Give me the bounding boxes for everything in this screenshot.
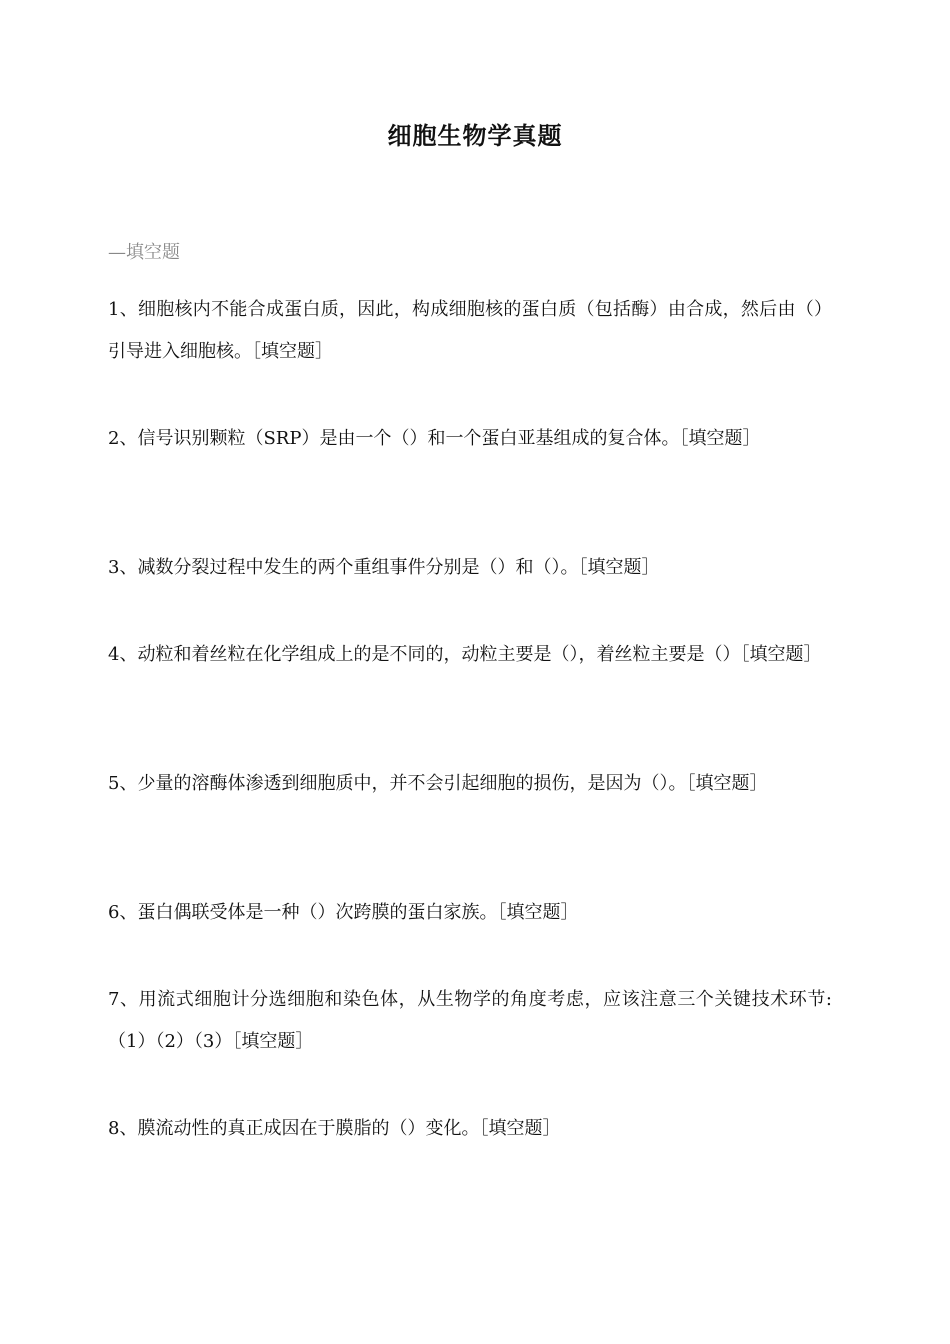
question-7: 7、用流式细胞计分选细胞和染色体，从生物学的角度考虑，应该注意三个关键技术环节:（1）（2）（3）［填空题］	[108, 989, 832, 1052]
document-title: 细胞生物学真题	[387, 122, 563, 150]
question-4: 4、动粒和着丝粒在化学组成上的是不同的，动粒主要是（），着丝粒主要是（）［填空题］	[108, 644, 822, 665]
question-5: 5、少量的溶酶体渗透到细胞质中，并不会引起细胞的损伤，是因为（）。［填空题］	[108, 773, 768, 794]
question-3: 3、减数分裂过程中发生的两个重组事件分别是（）和（）。［填空题］	[108, 557, 660, 578]
section-heading: —填空题	[108, 242, 180, 263]
question-1: 1、细胞核内不能合成蛋白质，因此，构成细胞核的蛋白质（包括酶）由合成，然后由（）引导进入细胞核。［填空题］	[108, 299, 832, 362]
question-2: 2、信号识别颗粒（SRP）是由一个（）和一个蛋白亚基组成的复合体。［填空题］	[108, 428, 761, 449]
question-8: 8、膜流动性的真正成因在于膜脂的（）变化。［填空题］	[108, 1118, 561, 1139]
question-6: 6、蛋白偶联受体是一种（）次跨膜的蛋白家族。［填空题］	[108, 902, 579, 923]
